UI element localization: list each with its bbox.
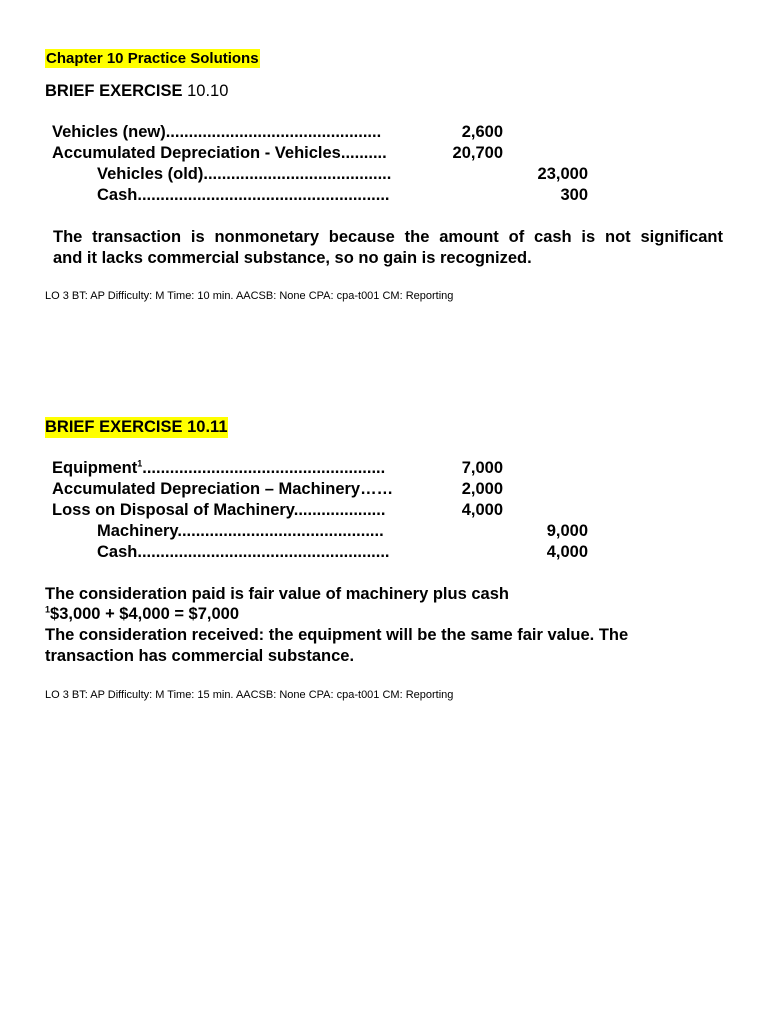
explanation-line: and it lacks commercial substance, so no gain is recognized.	[53, 249, 532, 267]
journal-entry-row	[0, 500, 768, 521]
account-name: Loss on Disposal of Machinery....................	[52, 501, 386, 519]
journal-entry-row	[0, 122, 768, 143]
journal-entry-row	[0, 185, 768, 206]
explanation-line: $^1$\$3,000 + $4,000 = $7,000	[45, 604, 240, 623]
credit-amount: 4,000	[546, 543, 588, 561]
exercise-10-10-title	[45, 81, 228, 102]
debit-amount: 7,000	[461, 459, 503, 477]
credit-amount: 23,000	[537, 165, 588, 183]
account-name: Cash.......................................................	[97, 543, 390, 561]
journal-entry-row	[0, 479, 768, 500]
journal-entry-row	[0, 458, 768, 479]
account-name: Vehicles (new)...............................................	[52, 123, 382, 141]
exercise-label: BRIEF EXERCISE	[45, 82, 183, 100]
credit-amount: 300	[560, 186, 588, 204]
account-name: Accumulated Depreciation – Machinery……	[52, 480, 394, 498]
footnote: LO 3 BT: AP Difficulty: M Time: 15 min. AACSB: None CPA: cpa-t001 CM: Reporting	[45, 689, 454, 701]
debit-amount: 2,000	[461, 480, 503, 498]
explanation-line: The consideration paid is fair value of machinery plus cash	[45, 585, 509, 603]
exercise-10-11-title: BRIEF EXERCISE 10.11	[45, 418, 228, 436]
explanation-line: The consideration received: the equipment will be the same fair value. The	[45, 626, 629, 644]
explanation-line: transaction has commercial substance.	[45, 647, 355, 665]
exercise-number: 10.10	[187, 82, 229, 100]
account-name: Vehicles (old).........................................	[97, 165, 392, 183]
journal-entry-row	[0, 521, 768, 542]
account-name: Accumulated Depreciation - Vehicles..........	[52, 144, 387, 162]
chapter-title: Chapter 10 Practice Solutions	[46, 50, 259, 67]
journal-entry-row	[0, 143, 768, 164]
journal-entry-row	[0, 542, 768, 563]
debit-amount: 2,600	[461, 123, 503, 141]
debit-amount: 4,000	[461, 501, 503, 519]
account-name: Machinery.............................................	[97, 522, 384, 540]
credit-amount: 9,000	[546, 522, 588, 540]
footnote-marker: 1	[45, 604, 51, 615]
debit-amount: 20,700	[452, 144, 503, 162]
footnote-marker: 1	[137, 458, 143, 469]
journal-entry-row	[0, 164, 768, 185]
explanation-line: The transaction is nonmonetary because the amount of cash is not significant	[53, 228, 723, 246]
account-name: Equipment$^1$.....................................................	[52, 458, 386, 477]
account-name: Cash.......................................................	[97, 186, 390, 204]
footnote: LO 3 BT: AP Difficulty: M Time: 10 min. AACSB: None CPA: cpa-t001 CM: Reporting	[45, 290, 454, 302]
